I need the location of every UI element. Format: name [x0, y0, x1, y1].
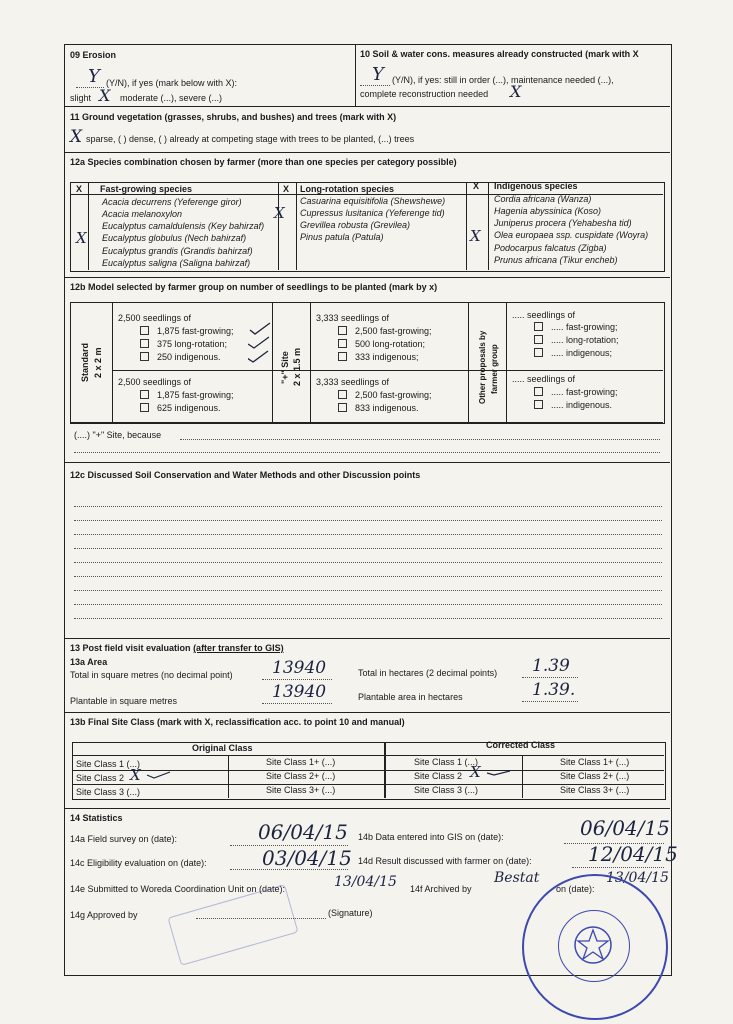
model-standard-label: Standard — [80, 342, 90, 382]
species-header-indig: Indigenous species — [494, 181, 578, 191]
corr-class-1: Site Class 1 (...) — [414, 757, 479, 767]
model-std-b-item: 625 indigenous. — [157, 403, 221, 413]
model-oth-a-checkbox[interactable] — [534, 335, 543, 344]
model-because: (....) "+" Site, because — [74, 430, 162, 440]
because-line — [180, 439, 660, 440]
species-col-x: X — [283, 184, 290, 194]
erosion-slight: slight — [70, 93, 92, 103]
value-line — [262, 679, 332, 680]
species-header-fast: Fast-growing species — [100, 184, 193, 194]
corr-class-mark: X — [470, 763, 481, 781]
species-fast-item: Acacia decurrens (Yeferenge giror) — [102, 197, 242, 207]
species-long-item: Pinus patula (Patula) — [300, 232, 384, 242]
species-fast-mark: X — [76, 229, 87, 247]
orig-class-3: Site Class 3 (...) — [76, 787, 141, 797]
table-line — [70, 422, 663, 423]
value-line — [262, 703, 332, 704]
model-plus-b-checkbox[interactable] — [338, 403, 347, 412]
species-indig-item: Cordia africana (Wanza) — [494, 194, 592, 204]
pha-label: Plantable area in hectares — [358, 692, 463, 702]
species-fast-item: Acacia melanoxylon — [102, 209, 183, 219]
discussion-title: 12c Discussed Soil Conservation and Water Methods and other Discussion points — [70, 470, 421, 480]
model-std-a-head: 2,500 seedlings of — [118, 313, 192, 323]
species-indig-item: Prunus africana (Tikur encheb) — [494, 255, 618, 265]
model-oth-a-item: ..... long-rotation; — [551, 335, 619, 345]
stats-g-label: 14g Approved by — [70, 910, 138, 920]
corr-class-3plus: Site Class 3+ (...) — [560, 785, 630, 795]
erosion-title: 09 Erosion — [70, 50, 117, 60]
model-std-a-checkbox[interactable] — [140, 352, 149, 361]
divider — [355, 44, 356, 106]
stats-d-label: 14d Result discussed with farmer on (date): — [358, 856, 532, 866]
area-title: 13a Area — [70, 657, 108, 667]
seal-emblem-icon — [572, 924, 614, 966]
model-oth-b-item: ..... indigenous. — [551, 400, 613, 410]
model-other-label: Other proposals by — [478, 330, 487, 404]
psqm-value: 13940 — [272, 682, 327, 702]
model-oth-a-checkbox[interactable] — [534, 322, 543, 331]
model-standard-size: 2 x 2 m — [93, 347, 103, 378]
model-plus-b-item: 2,500 fast-growing; — [355, 390, 432, 400]
orig-class-3plus: Site Class 3+ (...) — [266, 785, 336, 795]
value-line — [230, 869, 348, 870]
model-std-a-checkbox[interactable] — [140, 326, 149, 335]
model-std-a-item: 1,875 fast-growing; — [157, 326, 234, 336]
soil-yn-value: Y — [372, 64, 384, 85]
model-plus-a-checkbox[interactable] — [338, 339, 347, 348]
psqm-label: Plantable in square metres — [70, 696, 178, 706]
model-oth-a-item: ..... indigenous; — [551, 348, 613, 358]
model-plus-label: "+" Site — [280, 351, 290, 384]
model-oth-a-checkbox[interactable] — [534, 348, 543, 357]
species-header-long: Long-rotation species — [300, 184, 395, 194]
corr-class-2plus: Site Class 2+ (...) — [560, 771, 630, 781]
table-line — [466, 182, 467, 270]
ground-options: sparse, ( ) dense, ( ) already at competing stage with trees to be planted, (...) trees — [86, 134, 415, 144]
divider — [64, 152, 670, 153]
table-line — [112, 370, 663, 371]
stats-a-value: 06/04/15 — [258, 820, 348, 844]
model-std-b-checkbox[interactable] — [140, 390, 149, 399]
model-std-b-item: 1,875 fast-growing; — [157, 390, 234, 400]
divider — [64, 106, 670, 107]
sqm-label: Total in square metres (no decimal point) — [70, 670, 233, 680]
erosion-slight-mark: X — [99, 86, 111, 105]
ground-mark: X — [70, 127, 83, 147]
divider — [64, 808, 670, 809]
stats-c-label: 14c Eligibility evaluation on (date): — [70, 858, 207, 868]
pha-value: 1.39. — [532, 680, 576, 700]
post-title — [70, 643, 284, 653]
table-line — [310, 302, 311, 422]
orig-class-mark: X — [130, 766, 141, 784]
species-long-mark: X — [274, 204, 285, 222]
species-long-item: Grevillea robusta (Grevilea) — [300, 220, 411, 230]
soil-title: 10 Soil & water cons. measures already constructed (mark with X — [360, 49, 639, 59]
divider — [64, 462, 670, 463]
stats-c-value: 03/04/15 — [262, 846, 352, 870]
ha-value: 1.39 — [532, 656, 570, 676]
species-indig-mark: X — [470, 227, 481, 245]
handwritten-checkmark — [486, 768, 512, 778]
species-fast-item: Eucalyptus grandis (Grandis bahirzaf) — [102, 246, 253, 256]
species-indig-item: Hagenia abyssinica (Koso) — [494, 206, 602, 216]
species-long-item: Cupressus lusitanica (Yeferenge tid) — [300, 208, 445, 218]
orig-class-1plus: Site Class 1+ (...) — [266, 757, 336, 767]
model-plus-a-item: 500 long-rotation; — [355, 339, 426, 349]
model-oth-b-checkbox[interactable] — [534, 387, 543, 396]
siteclass-corrected: Corrected Class — [486, 740, 556, 750]
species-col-x: X — [473, 181, 480, 191]
stats-f-label: 14f Archived by — [410, 884, 472, 894]
species-fast-item: Eucalyptus camaldulensis (Key bahirzaf) — [102, 221, 265, 231]
stats-title: 14 Statistics — [70, 813, 123, 823]
model-plus-a-item: 333 indigenous; — [355, 352, 419, 362]
model-std-b-checkbox[interactable] — [140, 403, 149, 412]
stats-b-label: 14b Data entered into GIS on (date): — [358, 832, 504, 842]
stats-b-value: 06/04/15 — [580, 816, 670, 840]
value-line — [522, 701, 578, 702]
soil-mark: X — [510, 82, 522, 101]
soil-line2: complete reconstruction needed — [360, 89, 489, 99]
orig-class-2plus: Site Class 2+ (...) — [266, 771, 336, 781]
species-fast-item: Eucalyptus globulus (Nech bahirzaf) — [102, 233, 247, 243]
model-oth-b-item: ..... fast-growing; — [551, 387, 618, 397]
model-plus-b-item: 833 indigenous. — [355, 403, 419, 413]
stats-f-date: 13/04/15 — [606, 870, 669, 886]
stats-d-value: 12/04/15 — [588, 842, 678, 866]
post-title-note: (after transfer to GIS) — [193, 643, 284, 653]
table-line — [468, 302, 469, 422]
model-plus-a-checkbox[interactable] — [338, 326, 347, 335]
table-line — [296, 182, 297, 270]
orig-class-2: Site Class 2 — [76, 773, 125, 783]
table-line — [488, 182, 489, 270]
corr-class-3: Site Class 3 (...) — [414, 785, 479, 795]
table-line — [72, 755, 664, 756]
species-long-item: Casuarina equisitifolia (Shewshewe) — [300, 196, 446, 206]
model-plus-a-checkbox[interactable] — [338, 352, 347, 361]
erosion-yn-value: Y — [88, 66, 100, 87]
table-line — [278, 182, 279, 270]
model-plus-b-head: 3,333 seedlings of — [316, 377, 390, 387]
table-line — [522, 755, 523, 798]
species-fast-item: Eucalyptus saligna (Saligna bahirzaf) — [102, 258, 251, 268]
model-std-a-checkbox[interactable] — [140, 339, 149, 348]
table-line — [228, 755, 229, 798]
species-indig-item: Juniperus procera (Yehabesha tid) — [494, 218, 632, 228]
table-line — [112, 302, 113, 422]
model-plus-size: 2 x 1.5 m — [292, 347, 302, 386]
corr-class-1plus: Site Class 1+ (...) — [560, 757, 630, 767]
species-col-x: X — [76, 184, 83, 194]
species-indig-item: Podocarpus falcatus (Zigba) — [494, 243, 607, 253]
model-oth-b-head: ..... seedlings of — [512, 374, 576, 384]
erosion-yn-prompt: (Y/N), if yes (mark below with X): — [106, 78, 238, 88]
soil-line1: (Y/N), if yes: still in order (...), maintenance needed (...), — [392, 75, 614, 85]
siteclass-original: Original Class — [192, 743, 253, 753]
model-oth-b-checkbox[interactable] — [534, 400, 543, 409]
model-std-a-item: 375 long-rotation; — [157, 339, 228, 349]
siteclass-title: 13b Final Site Class (mark with X, reclassification acc. to point 10 and manual) — [70, 717, 405, 727]
stats-a-label: 14a Field survey on (date): — [70, 834, 178, 844]
corr-class-2: Site Class 2 — [414, 771, 463, 781]
ha-label: Total in hectares (2 decimal points) — [358, 668, 498, 678]
model-title: 12b Model selected by farmer group on number of seedlings to be planted (mark by x) — [70, 282, 438, 292]
sqm-value: 13940 — [272, 658, 327, 678]
model-plus-a-item: 2,500 fast-growing; — [355, 326, 432, 336]
because-line — [74, 452, 660, 453]
table-line — [88, 182, 89, 270]
soil-yn-line — [360, 85, 390, 86]
value-line — [522, 677, 578, 678]
handwritten-checkmarks — [248, 320, 274, 366]
stats-f-value: Bestat — [494, 870, 540, 886]
orig-class-1: Site Class 1 (...) — [76, 759, 141, 769]
stats-e-value: 13/04/15 — [334, 874, 397, 890]
stats-e-label: 14e Submitted to Woreda Coordination Unit on (date): — [70, 884, 285, 894]
model-plus-b-checkbox[interactable] — [338, 390, 347, 399]
stats-g-sign: (Signature) — [328, 908, 373, 918]
divider — [64, 638, 670, 639]
erosion-moderate: moderate (...), severe (...) — [120, 93, 223, 103]
model-oth-a-head: ..... seedlings of — [512, 310, 576, 320]
model-std-b-head: 2,500 seedlings of — [118, 377, 192, 387]
value-line — [572, 867, 664, 868]
species-title: 12a Species combination chosen by farmer (more than one species per category possible) — [70, 157, 457, 167]
handwritten-checkmark — [146, 770, 172, 780]
model-other-label2: farmer group — [490, 344, 499, 394]
model-oth-a-item: ..... fast-growing; — [551, 322, 618, 332]
table-line — [506, 302, 507, 422]
stats-f-date-label: on (date): — [556, 884, 595, 894]
divider — [64, 277, 670, 278]
species-indig-item: Olea europaea ssp. cuspidate (Woyra) — [494, 230, 649, 240]
divider — [64, 712, 670, 713]
ground-title: 11 Ground vegetation (grasses, shrubs, and bushes) and trees (mark with X) — [70, 112, 397, 122]
model-std-a-item: 250 indigenous. — [157, 352, 221, 362]
post-title-text: 13 Post field visit evaluation — [70, 643, 191, 653]
model-plus-a-head: 3,333 seedlings of — [316, 313, 390, 323]
